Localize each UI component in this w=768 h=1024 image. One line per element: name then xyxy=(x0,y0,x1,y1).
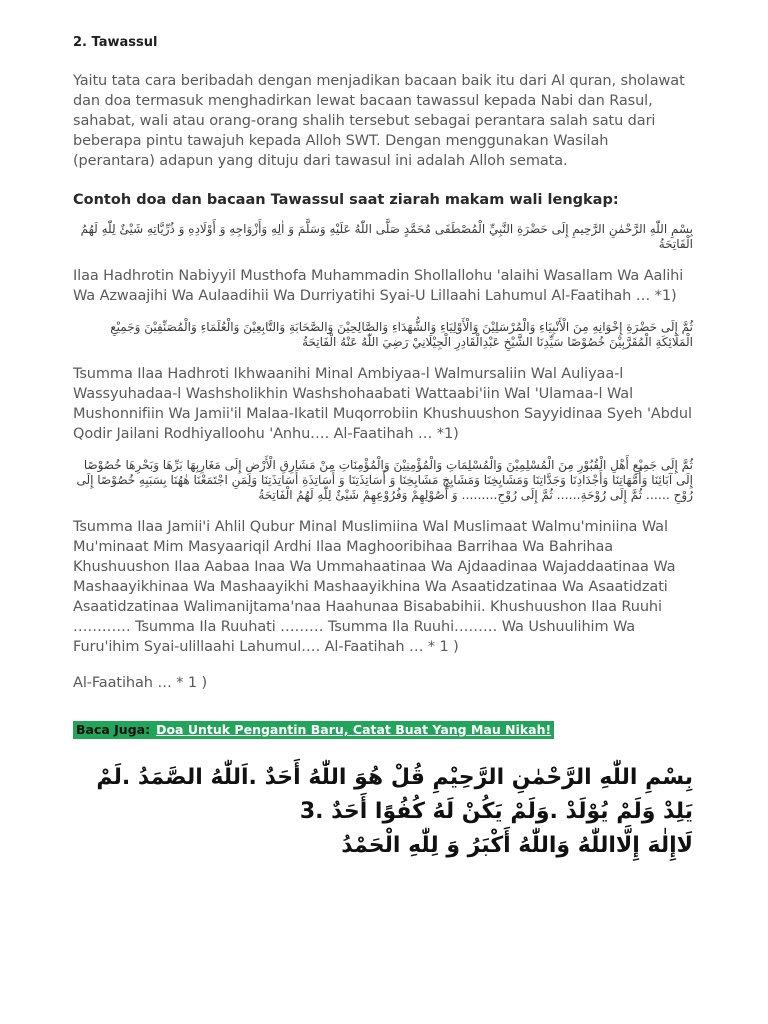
intro-paragraph: Yaitu tata cara beribadah dengan menjadikan bacaan baik itu dari Al quran, sholawat dan doa termasuk menghadirkan lewat bacaan tawassul kepada Nabi dan Rasul, sahabat, wali atau orang-orang shalih tersebut sebagai perantara salah satu dari beberapa pintu tawajuh kepada Alloh SWT. Dengan menggunakan Wasilah (perantara) adapun yang dituju dari tawasul ini adalah Alloh semata. xyxy=(73,73,685,169)
baca-juga-banner xyxy=(73,721,554,739)
arabic-prayer-3: ثُمَّ إِلَى جَمِيْعِ أَهْلِ الْقُبُوْرِ مِنَ الْمُسْلِمِيْنَ وَالْمُسْلِمَاتِ وَالْمُؤْمِنِيْنَ وَالْمُؤْمِنَاتِ مِنْ مَشَارِقِ الْأَرْضِ إِلَى مَغَارِبِهَا بَرِّهَا وَبَحْرِهَا خُصُوْصًا إِلَى آبَائِنَا وَأُمَّهَاتِنَا وَأَجْدَادِنَا وَجَدَّاتِنَا وَمَشَايِخِنَا وَمَشَايِخِ مَشَايِخِنَا وَ أَسَاتِذَتِنَا وَ أَسَاتِذَةِ أَسَاتِذَتِنَا وَلِمَنِ اجْتَمَعْنَا هٰهُنَا بِسَبَبِهِ خُصُوْصًا إِلَى رُوْحِ …… ثُمَّ إِلَى رُوْحَةِ…… ثُمَّ إِلَى رُوْحِ……… وَ أُصُوْلِهِمْ وَفُرُوْعِهِمْ شَيْئٌ لِلّٰهِ لَهُمُ الْفَاتِحَةُ xyxy=(76,458,693,502)
latin-prayer-1: Ilaa Hadhrotin Nabiyyil Musthofa Muhammadin Shollallohu 'alaihi Wasallam Wa Aalihi Wa Azwaajihi Wa Aulaadihii Wa Durriyatihi Syai-U Lillaahi Lahumul Al-Faatihah … *1) xyxy=(73,268,684,304)
latin-prayer-3: Tsumma Ilaa Jamii'i Ahlil Qubur Minal Muslimiina Wal Muslimaat Walmu'miniina Wal Mu'minaat Mim Masyaariqil Ardhi Ilaa Maghooribihaa Barrihaa Wa Bahrihaa Khushuushon Ilaa Aabaa Inaa Wa Ummahaatinaa Wa Ajdaadinaa Wajaddaatinaa Wa Mashaayikhinaa Wa Mashaayikhi Mashaayikhina Wa Asaatidzatinaa Wa Asaatidzati Asaatidzatinaa Walimanijtama'naa Haahunaa Bisababihii. Khushuushon Ilaa Ruuhi ………… Tsumma Ila Ruuhati ……… Tsumma Ila Ruuhi……… Wa Ushuulihim Wa Furu'ihim Syai-ulillaahi Lahumul…. Al-Faatihah … * 1 ) xyxy=(73,519,676,655)
section-title: 2. Tawassul xyxy=(73,35,158,50)
arabic-prayer-2: ثُمَّ إِلَى حَضْرَةِ إِخْوَانِهِ مِنَ الْأَنْبِيَاءِ وَالْمُرْسَلِيْنَ وَالْأَوْلِيَاءِ وَالشُّهَدَاءِ وَالصَّالِحِيْنَ وَالصَّحَابَةِ وَالتَّابِعِيْنَ وَالْعُلَمَاءِ وَالْمُصَنِّفِيْنَ وَجَمِيْعِ الْمَلَائِكَةِ الْمُقَرَّبِيْنَ خُصُوْصًا سَيِّدِنَا الشَّيْخِ عَبْدِالْقَادِرِ الْجِيْلَانِيْ رَضِيَ اللّٰهُ عَنْهُ الْفَاتِحَةُ xyxy=(110,320,693,349)
latin-prayer-4: Al-Faatihah … * 1 ) xyxy=(73,675,208,691)
example-subheading: Contoh doa dan bacaan Tawassul saat ziarah makam wali lengkap: xyxy=(73,192,619,208)
arabic-prayer-1: بِسْمِ اللّٰهِ الرَّحْمٰنِ الرَّحِيمِ إِلَى حَضْرَةِ النَّبِيِّ الْمُصْطَفَى مُحَمَّدٍ صَلَّى اللّٰهُ عَلَيْهِ وَسَلَّمَ وَ اٰلِهِ وَأَزْوَاجِهِ وَ أَوْلَادِهِ وَ ذُرِّيَّاتِهِ شَيْئٌ لِلّٰهِ لَهُمُ الْفَاتِحَةُ xyxy=(80,222,693,251)
baca-juga-label: Baca Juga: xyxy=(76,722,151,737)
arabic-surah-ikhlas: بِسْمِ اللّٰهِ الرَّحْمٰنِ الرَّحِيْمِ قُلْ هُوَ اللّٰهُ أَحَدٌ .اَللّٰهُ الصَّمَدُ .لَمْ يَلِدْ وَلَمْ يُوْلَدْ .وَلَمْ يَكُنْ لَهُ كُفُوًا أَحَدٌ .3 xyxy=(96,765,693,824)
baca-juga-link[interactable]: Doa Untuk Pengantin Baru, Catat Buat Yang Mau Nikah! xyxy=(156,722,552,737)
document-page xyxy=(73,34,693,863)
arabic-tahlil: لَاإِلٰهَ إِلَّااللّٰهُ وَاللّٰهُ أَكْبَرُ وَ لِلّٰهِ الْحَمْدُ xyxy=(341,833,693,858)
latin-prayer-2: Tsumma Ilaa Hadhroti Ikhwaanihi Minal Ambiyaa-l Walmursaliin Wal Auliyaa-l Wassyuhadaa-l Washsholikhin Washshohaabati Wattaabi'iin Wal 'Ulamaa-l Wal Mushonnifiin Wa Jamii'il Malaa-Ikatil Muqorrobiin Khushuushon Sayyidinaa Syeh 'Abdul Qodir Jailani Rodhiyalloohu 'Anhu…. Al-Faatihah … *1) xyxy=(73,366,692,442)
